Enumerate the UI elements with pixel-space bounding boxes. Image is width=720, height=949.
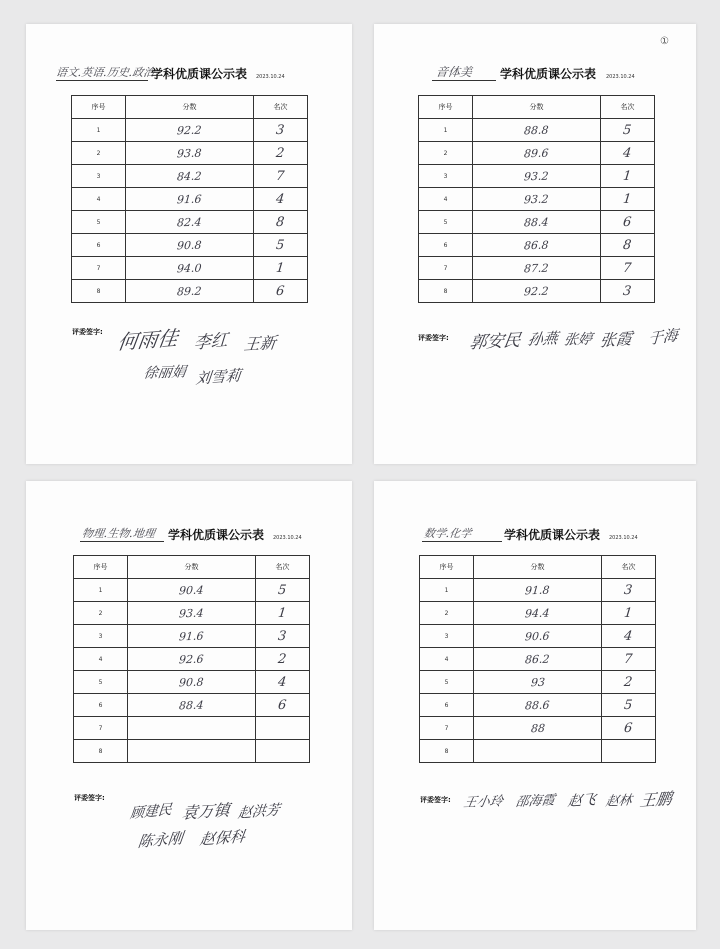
row-score: 88.4: [128, 694, 256, 717]
row-rank: 2: [602, 671, 656, 694]
row-rank: 5: [254, 234, 308, 257]
col-header-rank: 名次: [256, 556, 310, 579]
row-score: 93.2: [473, 188, 601, 211]
row-score: 89.6: [473, 142, 601, 165]
row-score: 82.4: [126, 211, 254, 234]
row-rank: 6: [256, 694, 310, 717]
score-table: [73, 555, 310, 763]
judge-signature: 张霞: [598, 328, 634, 351]
row-score: 92.2: [126, 119, 254, 142]
row-rank: 7: [602, 648, 656, 671]
col-header-no: 序号: [420, 556, 474, 579]
subject-handwritten: 音体美: [434, 65, 473, 79]
row-rank: 1: [601, 165, 655, 188]
row-no: 7: [74, 717, 128, 740]
table-row: [74, 671, 310, 694]
row-score: 93.8: [126, 142, 254, 165]
row-rank: [602, 740, 656, 763]
row-rank: [256, 740, 310, 763]
table-row: [74, 602, 310, 625]
judge-signature: 顾建民: [129, 801, 173, 823]
table-row: [420, 625, 656, 648]
table-row: [74, 625, 310, 648]
row-no: 2: [74, 602, 128, 625]
row-score: 94.0: [126, 257, 254, 280]
col-header-score: 分数: [128, 556, 256, 579]
row-rank: 6: [601, 211, 655, 234]
row-score: 90.6: [474, 625, 602, 648]
row-rank: 3: [254, 119, 308, 142]
row-no: 6: [419, 234, 473, 257]
row-score: 88: [474, 717, 602, 740]
score-sheet-2: [374, 24, 696, 464]
col-header-no: 序号: [72, 96, 126, 119]
row-rank: [256, 717, 310, 740]
col-header-score: 分数: [126, 96, 254, 119]
table-row: [419, 165, 655, 188]
row-rank: 4: [256, 671, 310, 694]
table-row: [72, 280, 308, 303]
judge-signature: 袁万镇: [180, 800, 232, 823]
row-rank: 4: [601, 142, 655, 165]
sheet-title: 学科优质课公示表: [151, 67, 248, 81]
row-score: 91.6: [126, 188, 254, 211]
subject-underline: [432, 80, 496, 81]
table-row: [419, 257, 655, 280]
row-rank: 5: [256, 579, 310, 602]
row-score: 88.6: [474, 694, 602, 717]
sheet-title: 学科优质课公示表: [504, 528, 601, 542]
row-rank: 4: [602, 625, 656, 648]
row-score: 88.8: [473, 119, 601, 142]
row-no: 6: [72, 234, 126, 257]
judge-signature: 郭安民: [468, 330, 523, 354]
table-row: [420, 694, 656, 717]
row-rank: 7: [254, 165, 308, 188]
table-row: [72, 165, 308, 188]
table-row: [419, 142, 655, 165]
row-rank: 2: [256, 648, 310, 671]
judge-signature: 于海: [647, 325, 679, 349]
judges-label: 评委签字:: [420, 796, 451, 804]
row-score: 90.8: [126, 234, 254, 257]
col-header-no: 序号: [419, 96, 473, 119]
row-no: 3: [74, 625, 128, 648]
row-score: 90.4: [128, 579, 256, 602]
row-rank: 1: [601, 188, 655, 211]
row-rank: 3: [601, 280, 655, 303]
row-rank: 2: [254, 142, 308, 165]
judge-signature: 徐丽娟: [142, 364, 187, 382]
score-sheet-4: [374, 481, 696, 930]
judges-label: 评委签字:: [72, 328, 103, 336]
judge-signature: 王新: [242, 333, 278, 354]
judge-signature: 何雨佳: [116, 325, 180, 355]
judge-signature: 王鹏: [638, 788, 674, 811]
table-row: [420, 602, 656, 625]
row-rank: 8: [254, 211, 308, 234]
judge-signature: 陈永刚: [136, 828, 184, 852]
row-no: 7: [72, 257, 126, 280]
row-no: 4: [420, 648, 474, 671]
row-rank: 5: [602, 694, 656, 717]
judge-signature: 赵林: [604, 793, 633, 810]
judges-label: 评委签字:: [418, 334, 449, 342]
table-row: [74, 740, 310, 763]
row-score: 93.2: [473, 165, 601, 188]
score-sheet-3: [26, 481, 352, 930]
row-no: 7: [420, 717, 474, 740]
sheet-header: [26, 523, 352, 543]
table-row: [419, 280, 655, 303]
row-no: 8: [420, 740, 474, 763]
table-row: [72, 142, 308, 165]
row-score: 88.4: [473, 211, 601, 234]
row-no: 2: [72, 142, 126, 165]
table-row: [72, 211, 308, 234]
row-no: 5: [420, 671, 474, 694]
row-no: 1: [419, 119, 473, 142]
judge-signature: 孙燕: [526, 329, 560, 349]
subject-underline: [80, 541, 164, 542]
sheet-date: 2023.10.24: [273, 535, 302, 541]
judge-signature: 邵海霞: [514, 792, 556, 811]
row-score: 93: [474, 671, 602, 694]
row-score: 87.2: [473, 257, 601, 280]
table-row: [74, 579, 310, 602]
sheet-header: [374, 523, 696, 543]
row-score: 90.8: [128, 671, 256, 694]
table-row: [420, 671, 656, 694]
table-row: [420, 579, 656, 602]
table-row: [420, 740, 656, 763]
row-no: 1: [74, 579, 128, 602]
table-header-row: [420, 556, 656, 579]
row-rank: 7: [601, 257, 655, 280]
table-row: [420, 717, 656, 740]
table-header-row: [74, 556, 310, 579]
row-score: 94.4: [474, 602, 602, 625]
row-score: 92.2: [473, 280, 601, 303]
col-header-rank: 名次: [254, 96, 308, 119]
judge-signature: 张婷: [562, 331, 594, 349]
subject-handwritten: 物理.生物.地理: [81, 527, 156, 540]
col-header-score: 分数: [473, 96, 601, 119]
subject-underline: [56, 80, 148, 81]
row-rank: 5: [601, 119, 655, 142]
row-no: 1: [72, 119, 126, 142]
table-row: [419, 211, 655, 234]
table-row: [72, 234, 308, 257]
judges-label: 评委签字:: [74, 794, 105, 802]
row-no: 3: [72, 165, 126, 188]
sheet-date: 2023.10.24: [609, 535, 638, 541]
subject-underline: [422, 541, 502, 542]
col-header-rank: 名次: [601, 96, 655, 119]
judge-signature: 李红: [193, 330, 229, 354]
score-table: [419, 555, 656, 763]
row-rank: 3: [256, 625, 310, 648]
row-no: 8: [74, 740, 128, 763]
col-header-score: 分数: [474, 556, 602, 579]
sheet-header: [374, 62, 696, 82]
row-no: 3: [419, 165, 473, 188]
row-no: 4: [72, 188, 126, 211]
table-row: [420, 648, 656, 671]
table-row: [419, 119, 655, 142]
row-no: 5: [419, 211, 473, 234]
score-table: [71, 95, 308, 303]
judge-signature: 赵洪芳: [236, 802, 281, 822]
table-row: [72, 188, 308, 211]
row-score: 84.2: [126, 165, 254, 188]
row-rank: 6: [602, 717, 656, 740]
subject-handwritten: 语文.英语.历史.政治: [55, 66, 156, 79]
table-row: [419, 188, 655, 211]
sheet-title: 学科优质课公示表: [500, 67, 597, 81]
row-no: 3: [420, 625, 474, 648]
judge-signature: 赵保科: [198, 827, 247, 849]
row-no: 4: [74, 648, 128, 671]
sheet-date: 2023.10.24: [606, 74, 635, 80]
row-rank: 8: [601, 234, 655, 257]
table-row: [74, 648, 310, 671]
col-header-rank: 名次: [602, 556, 656, 579]
row-score: 93.4: [128, 602, 256, 625]
row-no: 1: [420, 579, 474, 602]
row-rank: 6: [254, 280, 308, 303]
row-score: 91.8: [474, 579, 602, 602]
row-no: 2: [420, 602, 474, 625]
score-table: [418, 95, 655, 303]
row-no: 4: [419, 188, 473, 211]
row-no: 7: [419, 257, 473, 280]
table-row: [72, 257, 308, 280]
table-row: [72, 119, 308, 142]
row-rank: 1: [256, 602, 310, 625]
row-score: 86.2: [474, 648, 602, 671]
row-no: 6: [420, 694, 474, 717]
row-score: 86.8: [473, 234, 601, 257]
judge-signature: 王小玲: [462, 794, 504, 811]
row-score: 92.6: [128, 648, 256, 671]
row-no: 5: [74, 671, 128, 694]
score-sheet-1: [26, 24, 352, 464]
table-header-row: [419, 96, 655, 119]
sheet-header: [26, 62, 352, 82]
table-row: [74, 694, 310, 717]
sheet-title: 学科优质课公示表: [168, 528, 265, 542]
col-header-no: 序号: [74, 556, 128, 579]
sheet-date: 2023.10.24: [256, 74, 285, 80]
row-rank: 4: [254, 188, 308, 211]
table-row: [419, 234, 655, 257]
row-score: [474, 740, 602, 763]
row-no: 8: [419, 280, 473, 303]
table-row: [74, 717, 310, 740]
row-score: [128, 717, 256, 740]
table-header-row: [72, 96, 308, 119]
row-rank: 3: [602, 579, 656, 602]
row-no: 2: [419, 142, 473, 165]
page-number-mark: ①: [660, 36, 669, 47]
row-no: 5: [72, 211, 126, 234]
row-score: 91.6: [128, 625, 256, 648]
judge-signature: 刘雪莉: [195, 366, 242, 388]
judge-signature: 赵飞: [566, 791, 597, 811]
row-rank: 1: [602, 602, 656, 625]
row-score: 89.2: [126, 280, 254, 303]
row-rank: 1: [254, 257, 308, 280]
subject-handwritten: 数学.化学: [423, 527, 473, 540]
row-score: [128, 740, 256, 763]
row-no: 8: [72, 280, 126, 303]
row-no: 6: [74, 694, 128, 717]
